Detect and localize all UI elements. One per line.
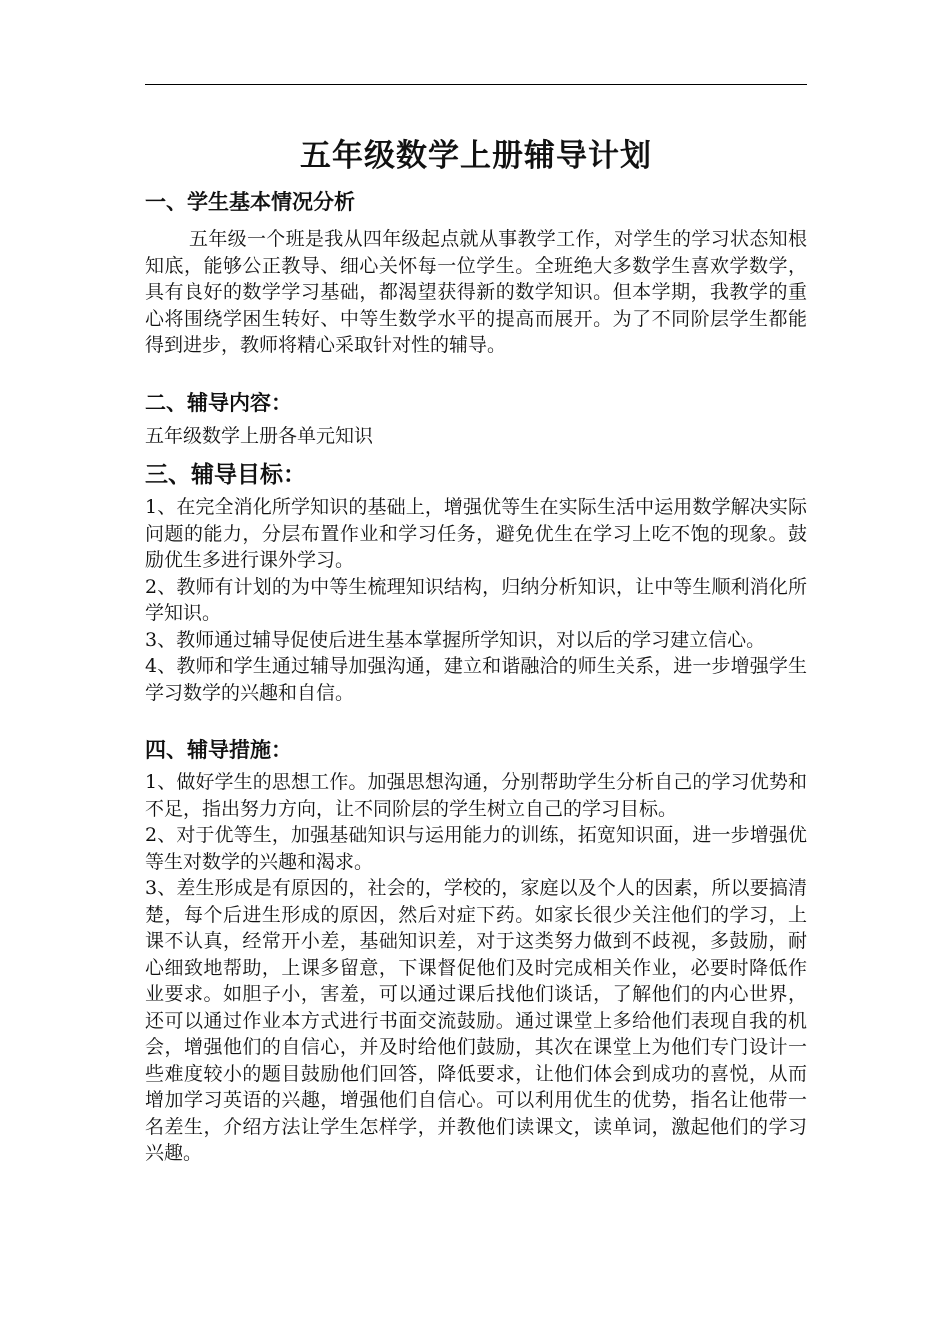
goals-list (145, 494, 807, 706)
list-item: 1、在完全消化所学知识的基础上，增强优等生在实际生活中运用数学解决实际问题的能力，分层布置作业和学习任务，避免优生在学习上吃不饱的现象。鼓励优生多进行课外学习。 (145, 496, 807, 571)
header-rule (145, 84, 807, 85)
section-heading-measures: 四、辅导措施： (145, 738, 292, 762)
list-item: 3、差生形成是有原因的，社会的，学校的，家庭以及个人的因素，所以要搞清楚，每个后进生形成的原因，然后对症下药。如家长很少关注他们的学习，上课不认真，经常开小差，基础知识差，对于这类努力做到不歧视，多鼓励，耐心细致地帮助，上课多留意，下课督促他们及时完成相关作业，必要时降低作业要求。如胆子小，害羞，可以通过课后找他们谈话，了解他们的内心世界，还可以通过作业本方式进行书面交流鼓励。通过课堂上多给他们表现自我的机会，增强他们的自信心，并及时给他们鼓励，其次在课堂上为他们专门设计一些难度较小的题目鼓励他们回答，降低要求，让他们体会到成功的喜悦，从而增加学习英语的兴趣，增强他们自信心。可以利用优生的优势，指名让他带一名差生，介绍方法让学生怎样学，并教他们读课文，读单词，激起他们的学习兴趣。 (145, 877, 807, 1164)
measures-list (145, 769, 807, 1167)
section-heading-content: 二、辅导内容： (145, 391, 292, 415)
section-body-content: 五年级数学上册各单元知识 (145, 425, 374, 447)
section-body-student-analysis: 五年级一个班是我从四年级起点就从事教学工作，对学生的学习状态知根知底，能够公正教导、细心关怀每一位学生。全班绝大多数学生喜欢学数学，具有良好的数学学习基础，都渴望获得新的数学知识。但本学期，我教学的重心将围绕学困生转好、中等生数学水平的提高而展开。为了不同阶层学生都能得到进步，教师将精心采取针对性的辅导。 (145, 228, 807, 356)
list-item: 3、教师通过辅导促使后进生基本掌握所学知识，对以后的学习建立信心。 (145, 628, 766, 651)
list-item: 2、对于优等生，加强基础知识与运用能力的训练，拓宽知识面，进一步增强优等生对数学的兴趣和渴求。 (145, 824, 807, 873)
section-heading-student-analysis: 一、学生基本情况分析 (145, 190, 355, 214)
list-item: 2、教师有计划的为中等生梳理知识结构，归纳分析知识，让中等生顺利消化所学知识。 (145, 575, 807, 624)
page-title: 五年级数学上册辅导计划 (300, 138, 652, 174)
list-item: 4、教师和学生通过辅导加强沟通，建立和谐融洽的师生关系，进一步增强学生学习数学的兴趣和自信。 (145, 655, 807, 704)
list-item: 1、做好学生的思想工作。加强思想沟通，分别帮助学生分析自己的学习优势和不足，指出努力方向，让不同阶层的学生树立自己的学习目标。 (145, 771, 807, 820)
section-heading-goals: 三、辅导目标： (145, 462, 306, 488)
